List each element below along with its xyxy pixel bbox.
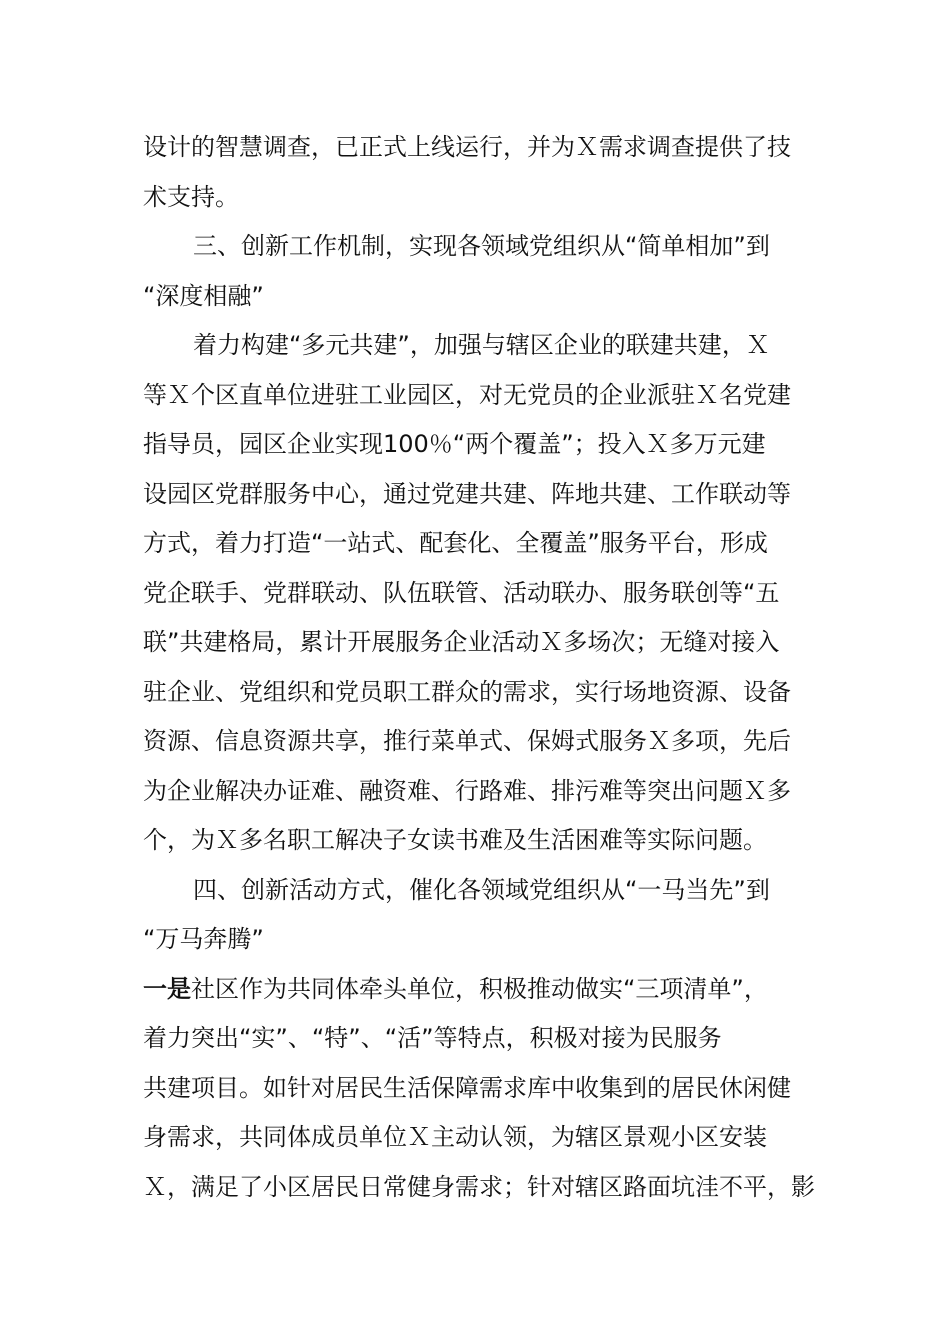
section-heading: 四、创新活动方式，催化各领域党组织从“一马当先”到: [193, 875, 770, 904]
body-line: 党企联手、党群联动、队伍联管、活动联办、服务联创等“五: [143, 578, 780, 607]
body-line: Ｘ，满足了小区居民日常健身需求；针对辖区路面坑洼不平，影: [143, 1172, 815, 1201]
body-line: 方式，着力打造“一站式、配套化、全覆盖”服务平台，形成: [143, 529, 768, 557]
body-line-lead: [143, 965, 807, 1015]
body-line: 驻企业、党组织和党员职工群众的需求，实行场地资源、设备: [143, 677, 791, 706]
document-body: [143, 123, 815, 1212]
body-line: 术支持。: [143, 182, 239, 211]
body-line: 设园区党群服务中心，通过党建共建、阵地共建、工作联动等: [143, 479, 791, 508]
body-line: 共建项目。如针对居民生活保障需求库中收集到的居民休闲健: [143, 1073, 791, 1102]
body-line: 着力构建“多元共建”，加强与辖区企业的联建共建，Ｘ: [193, 331, 770, 359]
section-heading-cont: “深度相融”: [143, 281, 264, 310]
body-line: 为企业解决办证难、融资难、行路难、排污难等突出问题Ｘ多: [143, 776, 791, 805]
body-line: 个，为Ｘ多名职工解决子女读书难及生活困难等实际问题。: [143, 826, 767, 854]
body-line: 指导员，园区企业实现100％“两个覆盖”；投入Ｘ多万元建: [143, 430, 766, 458]
lead-bold-label: 一是: [143, 974, 191, 1003]
body-line: 资源、信息资源共享，推行菜单式、保姆式服务Ｘ多项，先后: [143, 727, 791, 755]
body-line: 着力突出“实”、“特”、“活”等特点，积极对接为民服务: [143, 1024, 722, 1052]
body-line: 联”共建格局，累计开展服务企业活动Ｘ多场次；无缝对接入: [143, 628, 780, 656]
body-line: 设计的智慧调查，已正式上线运行，并为Ｘ需求调查提供了技: [143, 133, 791, 161]
body-line: 等Ｘ个区直单位进驻工业园区，对无党员的企业派驻Ｘ名党建: [143, 380, 791, 409]
section-heading: 三、创新工作机制，实现各领域党组织从“简单相加”到: [193, 232, 770, 260]
section-heading-cont: “万马奔腾”: [143, 925, 264, 953]
body-line: 身需求，共同体成员单位Ｘ主动认领，为辖区景观小区安装: [143, 1123, 767, 1151]
lead-text: 社区作为共同体牵头单位，积极推动做实“三项清单”，: [191, 974, 768, 1003]
